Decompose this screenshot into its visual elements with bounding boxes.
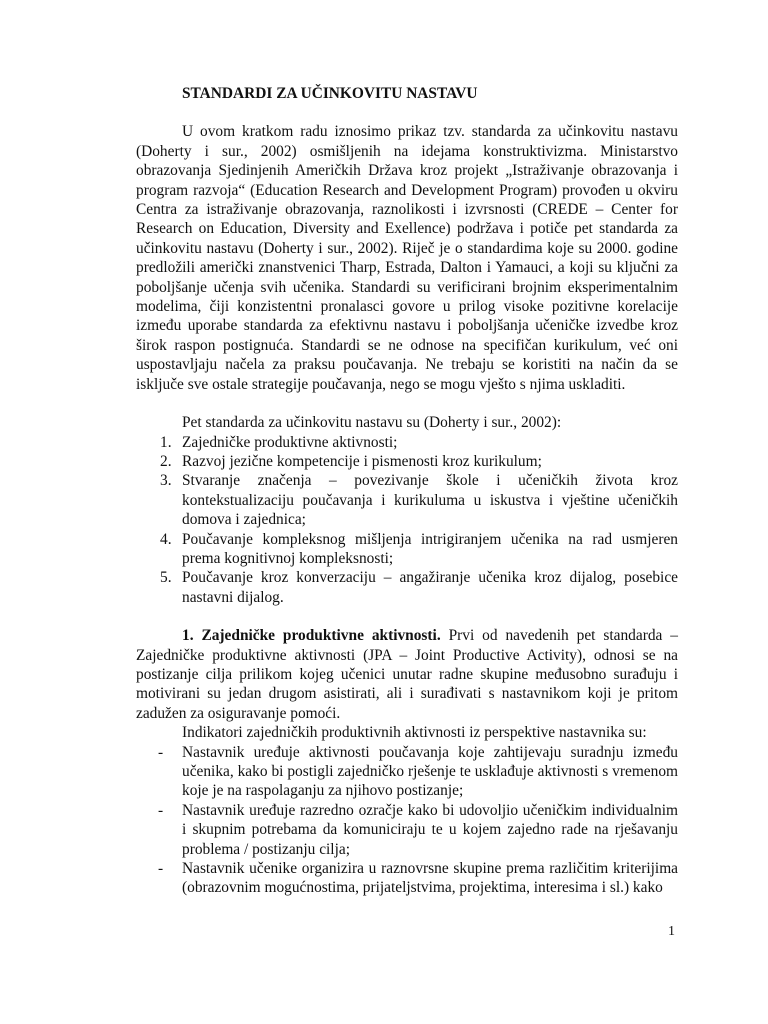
list-number: 3. xyxy=(160,472,172,490)
paragraph-spacer xyxy=(136,394,678,413)
list-item xyxy=(136,859,678,898)
paragraph-spacer xyxy=(136,607,678,626)
indicators-intro: Indikatori zajedničkih produktivnih aktivnosti iz perspektive nastavnika su: xyxy=(182,724,647,742)
list-item-text: Nastavnik učenike organizira u raznovrsne skupine prema različitim kriterijima (obrazovnim mogućnostima, prijateljstvima, projektima, interesima i sl.) kako xyxy=(182,860,678,897)
list-number: 1. xyxy=(160,433,172,451)
list-item-text: Nastavnik uređuje razredno ozračje kako bi udovoljio učeničkim individualnim i skupnim potrebama da komuniciraju te u kojem zajedno rade na rješavanju problema / postizanju cilja; xyxy=(182,801,678,858)
page-number: 1 xyxy=(668,924,675,939)
section-1-text: Prvi od navedenih pet standarda – Zajedničke produktivne aktivnosti (JPA – Joint Productive Activity), odnosi se na postizanje cilja prilikom kojeg učenici unutar radne skupine međusobno surađuju i motivirani su jedan drugom asistirati, ali i surađivati s nastavnikom koji je pritom zadužen za osiguravanje pomoći. xyxy=(136,627,678,722)
page-content xyxy=(136,84,678,898)
indicators-list xyxy=(136,743,678,898)
list-number: 5. xyxy=(160,569,172,587)
list-dash: - xyxy=(158,743,164,761)
list-intro: Pet standarda za učinkovitu nastavu su (Doherty i sur., 2002): xyxy=(182,414,562,432)
list-dash: - xyxy=(158,860,164,878)
list-item xyxy=(136,433,678,452)
intro-paragraph: U ovom kratkom radu iznosimo prikaz tzv. standarda za učinkovitu nastavu (Doherty i sur., 2002) osmišljenih na idejama konstruktivizma. Ministarstvo obrazovanja Sjedinjenih Američkih Država kroz projekt „Istraživanje obrazovanja i program razvoja“ (Education Research and Development Program) provođen u okviru Centra za istraživanje obrazovanja, raznolikosti i izvrsnosti (CREDE – Center for Research on Education, Diversity and Exellence) podržava i potiče pet standarda za učinkovitu nastavu (Doherty i sur., 2002). Riječ je o standardima koje su 2000. godine predložili američki znanstvenici Tharp, Estrada, Dalton i Yamauci, a koji su ključni za poboljšanje učenja svih učenika. Standardi su verificirani brojnim eksperimentalnim modelima, čiji konzistentni pronalasci govore u prilog visoke pozitivne korelacije između uporabe standarda za efektivnu nastavu i poboljšanja učeničke izvedbe kroz širok raspon postignuća. Standardi se ne odnose na specifičan kurikulum, već oni uspostavljaju načela za praksu poučavanja. Ne trebaju se koristiti na način da se isključe sve ostale strategije poučavanja, nego se mogu vješto s njima uskladiti. xyxy=(136,123,678,393)
list-item xyxy=(136,452,678,471)
list-number: 2. xyxy=(160,452,172,470)
standards-list xyxy=(136,433,678,608)
list-item-text: Poučavanje kompleksnog mišljenja intrigiranjem učenika na rad usmjeren prema kognitivnoj kompleksnosti; xyxy=(182,530,678,567)
list-item xyxy=(136,471,678,529)
list-item-text: Zajedničke produktivne aktivnosti; xyxy=(182,433,398,451)
list-item xyxy=(136,568,678,607)
document-title: STANDARDI ZA UČINKOVITU NASTAVU xyxy=(182,85,478,102)
list-item xyxy=(136,801,678,859)
list-item-text: Nastavnik uređuje aktivnosti poučavanja koje zahtijevaju suradnju između učenika, kako bi postigli zajedničko rješenje te usklađuje aktivnosti s vremenom koje je na raspolaganju za njihovo postizanje; xyxy=(182,743,678,800)
list-item-text: Razvoj jezične kompetencije i pismenosti kroz kurikulum; xyxy=(182,452,542,470)
section-1-paragraph xyxy=(136,626,678,723)
list-item xyxy=(136,743,678,801)
list-item xyxy=(136,530,678,569)
list-number: 4. xyxy=(160,530,172,548)
section-1-heading: 1. Zajedničke produktivne aktivnosti. xyxy=(182,627,441,645)
list-item-text: Stvaranje značenja – povezivanje škole i učeničkih života kroz kontekstualizaciju poučavanja i kurikuluma u iskustva i vještine učeničkih domova i zajednica; xyxy=(182,472,678,529)
list-dash: - xyxy=(158,801,164,819)
list-item-text: Poučavanje kroz konverzaciju – angažiranje učenika kroz dijalog, posebice nastavni dijalog. xyxy=(182,569,678,606)
